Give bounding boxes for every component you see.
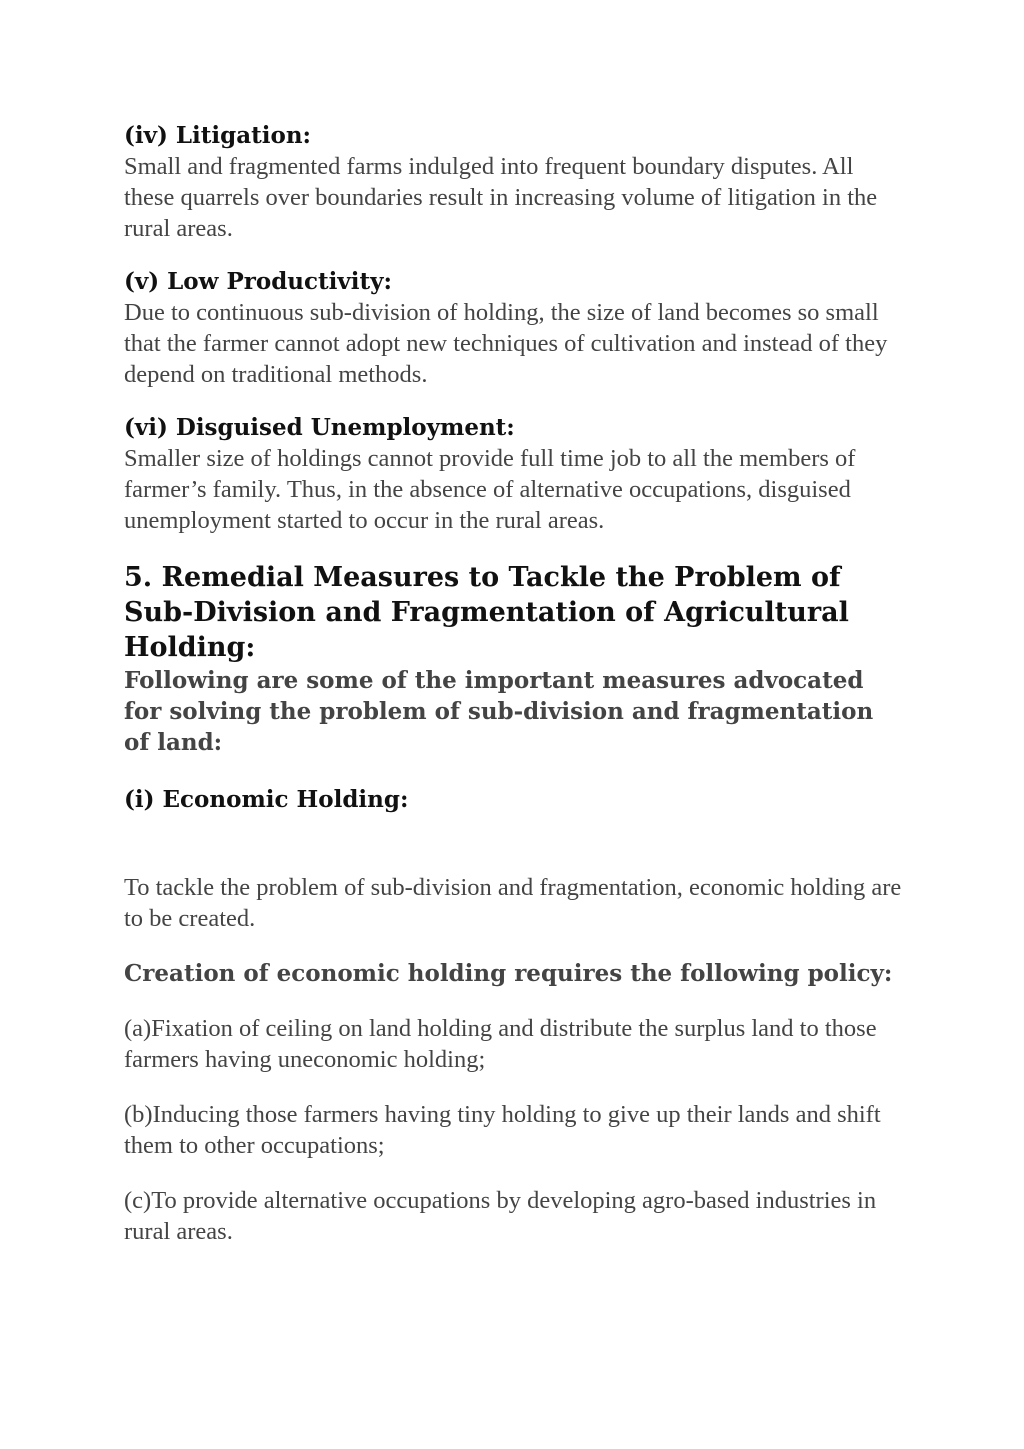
policy-point-a: (a)Fixation of ceiling on land holding and distribute the surplus land to those farmers having uneconomic holding;: [124, 1015, 877, 1073]
item-heading: (iv) Litigation:: [124, 122, 312, 149]
section-remedial-measures: [124, 560, 904, 1247]
item-low-productivity: [124, 266, 904, 390]
policy-point-c: (c)To provide alternative occupations by developing agro-based industries in rural areas.: [124, 1187, 877, 1245]
item-heading: (v) Low Productivity:: [124, 268, 392, 295]
economic-holding-heading: (i) Economic Holding:: [124, 786, 409, 813]
item-heading: (vi) Disguised Unemployment:: [124, 414, 515, 441]
document-page: [124, 120, 904, 1247]
policy-heading: Creation of economic holding requires the following policy:: [124, 960, 893, 987]
item-text: Due to continuous sub-division of holding, the size of land becomes so small that the farmer cannot adopt new techniques of cultivation and instead of they depend on traditional methods.: [124, 299, 888, 388]
item-disguised-unemployment: [124, 412, 904, 536]
section-heading: 5. Remedial Measures to Tackle the Problem of Sub-Division and Fragmentation of Agricultural Holding:: [124, 562, 849, 663]
section-intro: Following are some of the important measures advocated for solving the problem of sub-division and fragmentation of land:: [124, 667, 874, 756]
item-litigation: [124, 120, 904, 244]
policy-point-b: (b)Inducing those farmers having tiny holding to give up their lands and shift them to other occupations;: [124, 1101, 881, 1159]
item-text: Smaller size of holdings cannot provide full time job to all the members of farmer’s family. Thus, in the absence of alternative occupations, disguised unemployment started to occur in the rural areas.: [124, 445, 856, 534]
economic-holding-paragraph: To tackle the problem of sub-division and fragmentation, economic holding are to be created.: [124, 874, 902, 932]
item-text: Small and fragmented farms indulged into frequent boundary disputes. All these quarrels over boundaries result in increasing volume of litigation in the rural areas.: [124, 153, 878, 242]
